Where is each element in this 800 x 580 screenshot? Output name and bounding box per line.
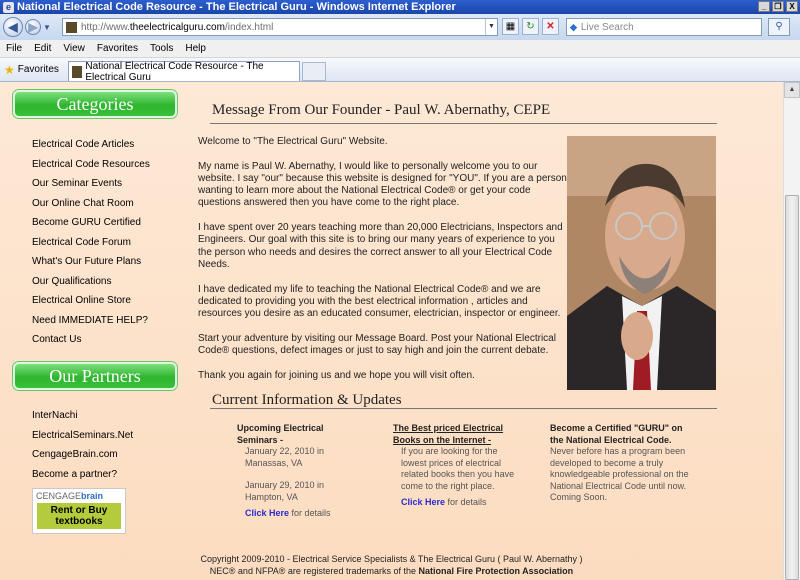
site-favicon	[66, 22, 77, 33]
seminar-date: January 22, 2010 in	[245, 446, 325, 456]
certification-description: Never before has a program been developed to become a truly knowledgeable professional on the National Electrical Code until now. Coming Soon.	[550, 446, 689, 502]
stop-icon[interactable]: ✕	[542, 18, 559, 35]
books-title-link[interactable]: The Best priced Electrical Books on the Internet -	[393, 423, 504, 445]
partner-link[interactable]: Become a partner?	[32, 468, 118, 480]
live-search-logo-icon: ◆	[570, 21, 577, 32]
paragraph: I have dedicated my life to teaching the National Electrical Code® and we are dedicated to providing you with the best electrical information , articles and resources you desire as an educated consumer, electrician, inspector or engineer.	[198, 283, 561, 320]
books-column: The Best priced Electrical Books on the Internet - If you are looking for the lowest prices of electrical related books then you have come to the right place. Click Here for details	[393, 423, 518, 509]
category-link[interactable]: Electrical Online Store	[32, 295, 131, 306]
forward-button[interactable]	[25, 19, 41, 35]
seminars-column: Upcoming Electrical Seminars - January 22, 2010 in Manassas, VA January 29, 2010 in Hampton, VA Click Here for details	[237, 423, 347, 520]
close-button[interactable]: X	[786, 1, 798, 12]
footer-copyright: Copyright 2009-2010 - Electrical Service Specialists & The Electrical Guru ( Paul W. Abernathy )	[200, 554, 583, 564]
favorites-button[interactable]: ★ Favorites	[4, 62, 59, 77]
founder-portrait-icon	[567, 136, 716, 390]
search-input[interactable]	[566, 18, 762, 36]
active-tab[interactable]	[68, 61, 300, 81]
window-title-bar	[0, 0, 800, 14]
category-link[interactable]: Electrical Code Resources	[32, 158, 150, 170]
menu-edit[interactable]: Edit	[34, 43, 52, 54]
address-url[interactable]: http://www.theelectricalguru.com/index.html	[81, 21, 274, 33]
ie-app-icon: e	[3, 2, 14, 13]
web-page	[0, 82, 783, 580]
menu-bar	[0, 40, 800, 58]
address-toolbar	[0, 14, 800, 40]
founder-heading: Message From Our Founder - Paul W. Abernathy, CEPE	[212, 102, 551, 118]
compatibility-icon[interactable]: ▦	[502, 18, 519, 35]
certification-column	[550, 423, 690, 504]
paragraph: Welcome to "The Electrical Guru" Website.	[198, 136, 388, 147]
tab-favicon	[72, 66, 82, 78]
category-link[interactable]: Electrical Code Articles	[32, 139, 135, 150]
updates-heading: Current Information & Updates	[212, 392, 402, 408]
category-link[interactable]: Our Online Chat Room	[32, 197, 134, 209]
cengage-logo: CENGAGEbrain	[36, 491, 104, 501]
category-link[interactable]: Contact Us	[32, 334, 82, 345]
new-tab-button[interactable]	[302, 62, 326, 81]
history-dropdown-icon[interactable]: ▼	[43, 22, 51, 32]
partner-link[interactable]: InterNachi	[32, 410, 78, 421]
menu-favorites[interactable]: Favorites	[96, 43, 138, 54]
paragraph: Start your adventure by visiting our Message Board. Post your National Electrical Code® questions, defect images or just to say high and join the current debate.	[198, 332, 556, 357]
founder-message	[198, 136, 570, 394]
menu-file[interactable]: File	[6, 43, 23, 54]
menu-view[interactable]: View	[63, 43, 85, 54]
partner-link[interactable]: CengageBrain.com	[32, 449, 118, 460]
paragraph: Thank you again for joining us and we hope you will visit often.	[198, 369, 475, 381]
scroll-up-icon[interactable]: ▲	[784, 82, 800, 98]
category-link[interactable]: Need IMMEDIATE HELP?	[32, 314, 148, 326]
category-link[interactable]: Electrical Code Forum	[32, 236, 131, 248]
tab-title: National Electrical Code Resource - The Electrical Guru	[85, 60, 264, 83]
category-link[interactable]: Our Qualifications	[32, 275, 112, 287]
books-click-here-link[interactable]: Click Here	[401, 497, 446, 507]
updates-divider	[210, 408, 717, 409]
seminar-place: Hampton, VA	[245, 491, 298, 502]
seminar-place: Manassas, VA	[245, 457, 303, 468]
menu-help[interactable]: Help	[185, 43, 206, 54]
categories-list	[32, 139, 150, 354]
back-button[interactable]	[3, 17, 23, 37]
seminars-title: Upcoming Electrical Seminars -	[237, 423, 324, 445]
scroll-thumb[interactable]	[785, 195, 799, 580]
back-arrow-icon: ◀	[8, 20, 18, 34]
paragraph: I have spent over 20 years teaching more than 20,000 Electricians, Inspectors and Engineers. Our goal with this site is to bring our many years of experience to you the person who needs and desires the correct answer to all your Electrical Code Needs.	[198, 222, 563, 270]
category-link[interactable]: What's Our Future Plans	[32, 256, 142, 267]
paragraph: My name is Paul W. Abernathy, I would like to personally welcome you to our website. I say "our" because this website is designed for "YOU". If you are a person wanting to learn more about the National Electrical Code® or get your code questions answered then you have come to the right place.	[198, 160, 567, 209]
category-link[interactable]: Our Seminar Events	[32, 178, 123, 189]
cengage-brain-banner[interactable]	[32, 488, 126, 534]
seminar-date: January 29, 2010 in	[245, 480, 325, 490]
founder-photo	[567, 136, 716, 390]
partners-list	[32, 410, 133, 488]
partner-link[interactable]: ElectricalSeminars.Net	[32, 429, 134, 441]
address-bar[interactable]	[62, 18, 498, 36]
forward-arrow-icon: ▶	[28, 20, 38, 34]
refresh-icon[interactable]: ↻	[522, 18, 539, 35]
magnifier-icon: ⚲	[775, 21, 783, 32]
books-description: If you are looking for the lowest prices of electrical related books then you have come to the right place.	[401, 446, 515, 491]
minimize-button[interactable]: _	[758, 1, 770, 12]
categories-header: Categories	[13, 90, 177, 118]
certification-title: Become a Certified "GURU" on the National Electrical Code.	[550, 423, 683, 445]
partners-header: Our Partners	[13, 362, 177, 390]
star-icon: ★	[4, 62, 15, 77]
restore-button[interactable]: ❐	[772, 1, 784, 12]
footer-trademark: NEC® and NFPA® are registered trademarks of the National Fire Protection Association	[209, 566, 574, 576]
address-dropdown-icon[interactable]: ▼	[485, 19, 497, 35]
window-title: National Electrical Code Resource - The Electrical Guru - Windows Internet Explorer	[17, 1, 456, 13]
category-link[interactable]: Become GURU Certified	[32, 217, 141, 228]
search-placeholder: Live Search	[580, 21, 634, 33]
vertical-scrollbar[interactable]	[783, 82, 800, 580]
seminars-click-here-link[interactable]: Click Here	[245, 508, 290, 518]
heading-divider	[210, 123, 717, 124]
menu-tools[interactable]: Tools	[149, 43, 174, 54]
favorites-bar	[0, 58, 800, 82]
cengage-rent-band: Rent or Buy textbooks	[37, 503, 121, 529]
search-button[interactable]	[768, 18, 790, 36]
